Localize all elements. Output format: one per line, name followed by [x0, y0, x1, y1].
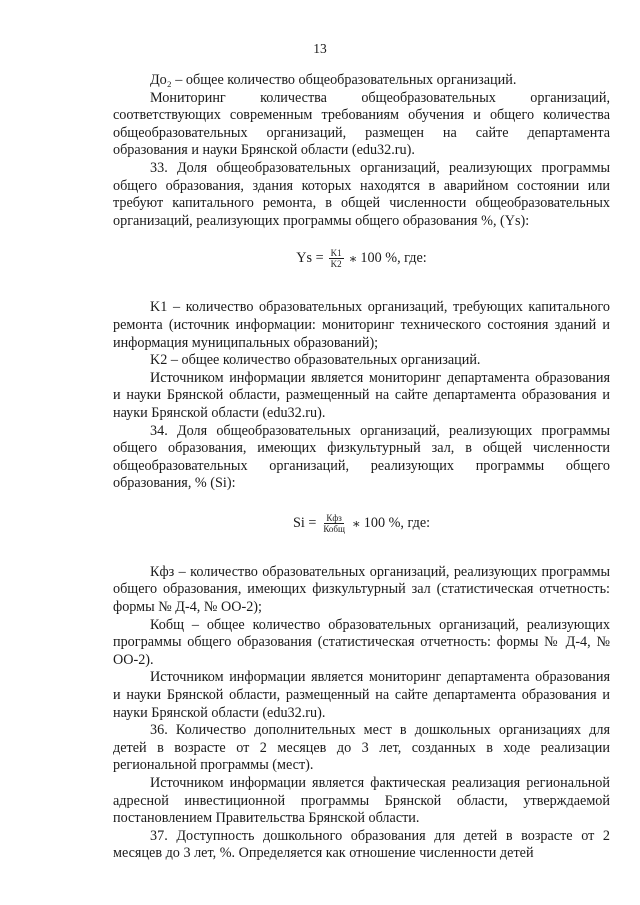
paragraph-monitoring: Мониторинг количества общеобразовательных организаций, соответствующих современным требованиям обучения и общего количества общеобразовательных организаций, размещен на сайте департамента образования и науки Брянской области (edu32.ru).: [113, 89, 610, 159]
formula-ys-multiply: ∗: [348, 251, 358, 267]
page-number: 13: [313, 41, 327, 56]
paragraph-kfz: Кфз – количество образовательных организаций, реализующих программы общего образования, имеющих физкультурный зал (статистическая отчетность: формы № Д-4, № ОО-2);: [113, 563, 610, 616]
paragraph-k1: K1 – количество образовательных организаций, требующих капитального ремонта (источник информации: мониторинг технического состояния зданий и информация муниципальных образований);: [113, 299, 610, 351]
paragraph-do2: До₂ – общее количество общеобразовательных организаций.: [150, 72, 517, 88]
formula-ys-fraction: [329, 248, 344, 269]
formula-ys-lhs: Ys =: [296, 250, 324, 267]
formula-si-fraction: [321, 513, 347, 534]
paragraph-source-36: Источником информации является фактическая реализация региональной адресной инвестиционной программы Брянской области, утверждаемой постановлением Правительства Брянской области.: [113, 775, 610, 827]
paragraph-item-34: 34. Доля общеобразовательных организаций, реализующих программы общего образования, имеющих физкультурный зал, в общей численности общеобразовательных организаций, реализующих программы общего образования, % (Si):: [113, 422, 610, 492]
formula-si: [113, 513, 610, 534]
formula-ys-numerator: K1: [330, 248, 342, 259]
paragraph-item-33: 33. Доля общеобразовательных организаций, реализующих программы общего образования, здания которых находятся в аварийном состоянии или требуют капитального ремонта, в общей численности общеобразовательных организаций, реализующих программы общего образования %, (Ys):: [113, 159, 610, 229]
paragraph-source-34: Источником информации является мониторинг департамента образования и науки Брянской области, размещенный на сайте департамента образования и науки Брянской области (edu32.ru).: [113, 669, 610, 721]
paragraph-item-36: 36. Количество дополнительных мест в дошкольных организациях для детей в возрасте от 2 месяцев до 3 лет, созданных в ходе реализации региональной программы (мест).: [113, 722, 610, 774]
formula-ys: [113, 248, 610, 269]
formula-ys-tail: 100 %, где:: [360, 250, 427, 267]
formula-ys-denominator: K2: [330, 259, 342, 270]
formula-si-multiply: ∗: [351, 515, 361, 531]
formula-si-lhs: Si =: [292, 514, 317, 531]
formula-si-numerator: Кфз: [326, 512, 342, 523]
formula-si-denominator: Кобщ: [323, 523, 345, 534]
page-body: [113, 72, 610, 863]
paragraph-source-33: Источником информации является мониторинг департамента образования и науки Брянской области, размещенный на сайте департамента образования и науки Брянской области (edu32.ru).: [113, 369, 610, 421]
paragraph-kobsch: Кобщ – общее количество образовательных организаций, реализующих программы общего образования (статистическая отчетность: формы № Д-4, № ОО-2).: [113, 616, 610, 668]
formula-si-tail: 100 %, где:: [363, 514, 431, 531]
paragraph-item-37: 37. Доступность дошкольного образования для детей в возрасте от 2 месяцев до 3 лет, %. Определяется как отношение численности детей: [113, 827, 610, 862]
paragraph-k2: K2 – общее количество образовательных организаций.: [150, 352, 481, 369]
